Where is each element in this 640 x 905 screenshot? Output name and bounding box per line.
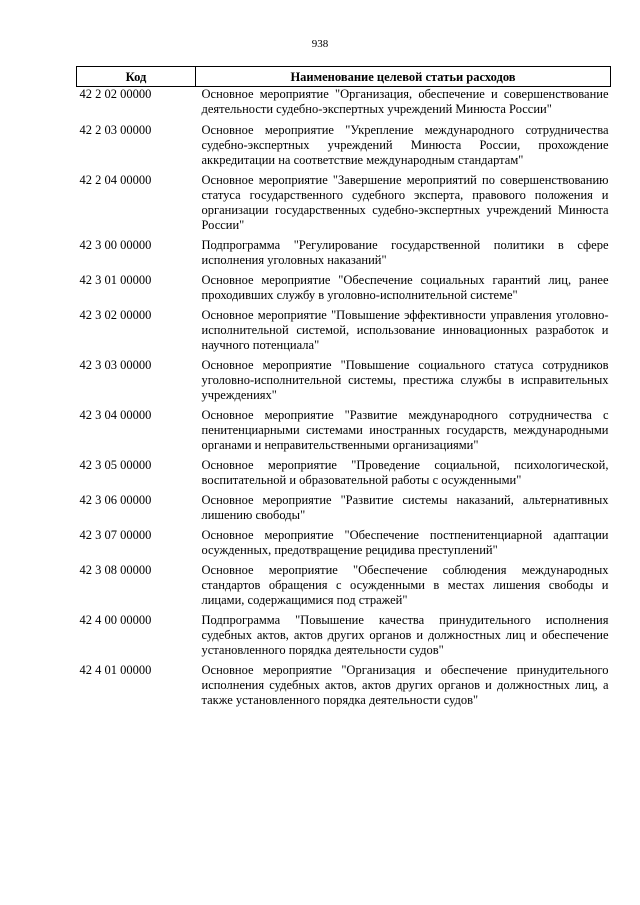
page-number: 938	[311, 38, 329, 50]
row-name: Основное мероприятие "Обеспечение постпенитенциарной адаптации осужденных, предотвращение рецидива преступлений"	[201, 528, 609, 557]
row-name: Основное мероприятие "Организация, обеспечение и совершенствование деятельности судебно-экспертных учреждений Минюста России"	[201, 87, 609, 116]
table-row	[77, 173, 611, 238]
row-code: 42 3 04 00000	[79, 408, 152, 422]
row-code: 42 2 03 00000	[79, 123, 152, 137]
row-code: 42 3 03 00000	[79, 358, 152, 372]
table-row	[77, 122, 611, 173]
table-row	[77, 663, 611, 713]
row-name: Основное мероприятие "Завершение мероприятий по совершенствованию статуса государственного судебного эксперта, правового положения и организации государственных судебно-экспертных учреждений Минюста России"	[201, 173, 609, 232]
table-header-row	[77, 67, 611, 87]
table-row	[77, 528, 611, 563]
table-row	[77, 613, 611, 663]
row-code: 42 3 08 00000	[79, 563, 152, 577]
table-row	[77, 358, 611, 408]
row-code: 42 3 02 00000	[79, 308, 152, 322]
row-code: 42 4 01 00000	[79, 663, 152, 677]
row-name: Основное мероприятие "Организация и обеспечение принудительного исполнения судебных актов, актов других органов и должностных лиц, а также установленного порядка деятельности судов"	[201, 663, 609, 707]
row-code: 42 3 06 00000	[79, 493, 152, 507]
table-row	[77, 87, 611, 123]
row-name: Основное мероприятие "Укрепление международного сотрудничества судебно-экспертных учреждений Минюста России, прохождение аккредитации на соответствие международным стандартам"	[201, 123, 609, 167]
header-name: Наименование целевой статьи расходов	[196, 67, 611, 87]
row-name: Основное мероприятие "Повышение эффективности управления уголовно-исполнительной системой, использование инновационных разработок и научного потенциала"	[201, 308, 609, 352]
table-row	[77, 458, 611, 493]
row-name: Основное мероприятие "Обеспечение социальных гарантий лиц, ранее проходивших службу в уголовно-исполнительной системе"	[201, 273, 609, 302]
table-row	[77, 408, 611, 458]
table-row	[77, 563, 611, 613]
header-code: Код	[77, 67, 196, 87]
row-name: Основное мероприятие "Проведение социальной, психологической, воспитательной и образовательной работы с осужденными"	[201, 458, 609, 487]
row-name: Основное мероприятие "Развитие системы наказаний, альтернативных лишению свободы"	[201, 493, 609, 522]
row-code: 42 3 00 00000	[79, 238, 152, 252]
row-code: 42 3 07 00000	[79, 528, 152, 542]
row-code: 42 4 00 00000	[79, 613, 152, 627]
row-code: 42 3 05 00000	[79, 458, 152, 472]
table-row	[77, 493, 611, 528]
row-name: Основное мероприятие "Развитие международного сотрудничества с пенитенциарными системами иностранных государств, международными органами и неправительственными организациями"	[201, 408, 609, 452]
row-code: 42 2 04 00000	[79, 173, 152, 187]
table-row	[77, 308, 611, 358]
row-name: Подпрограмма "Регулирование государственной политики в сфере исполнения уголовных наказаний"	[201, 238, 609, 267]
table-row	[77, 238, 611, 273]
row-name: Основное мероприятие "Повышение социального статуса сотрудников уголовно-исполнительной системы, престижа службы в исправительных учреждениях"	[201, 358, 609, 402]
row-code: 42 2 02 00000	[79, 87, 152, 101]
row-name: Основное мероприятие "Обеспечение соблюдения международных стандартов обращения с осужденными в местах лишения свободы и лицами, содержащимися под стражей"	[201, 563, 609, 607]
table-row	[77, 273, 611, 308]
budget-table	[76, 66, 611, 713]
row-name: Подпрограмма "Повышение качества принудительного исполнения судебных актов, актов других органов и должностных лиц и обеспечение установленного порядка деятельности судов"	[201, 613, 609, 657]
row-code: 42 3 01 00000	[79, 273, 152, 287]
